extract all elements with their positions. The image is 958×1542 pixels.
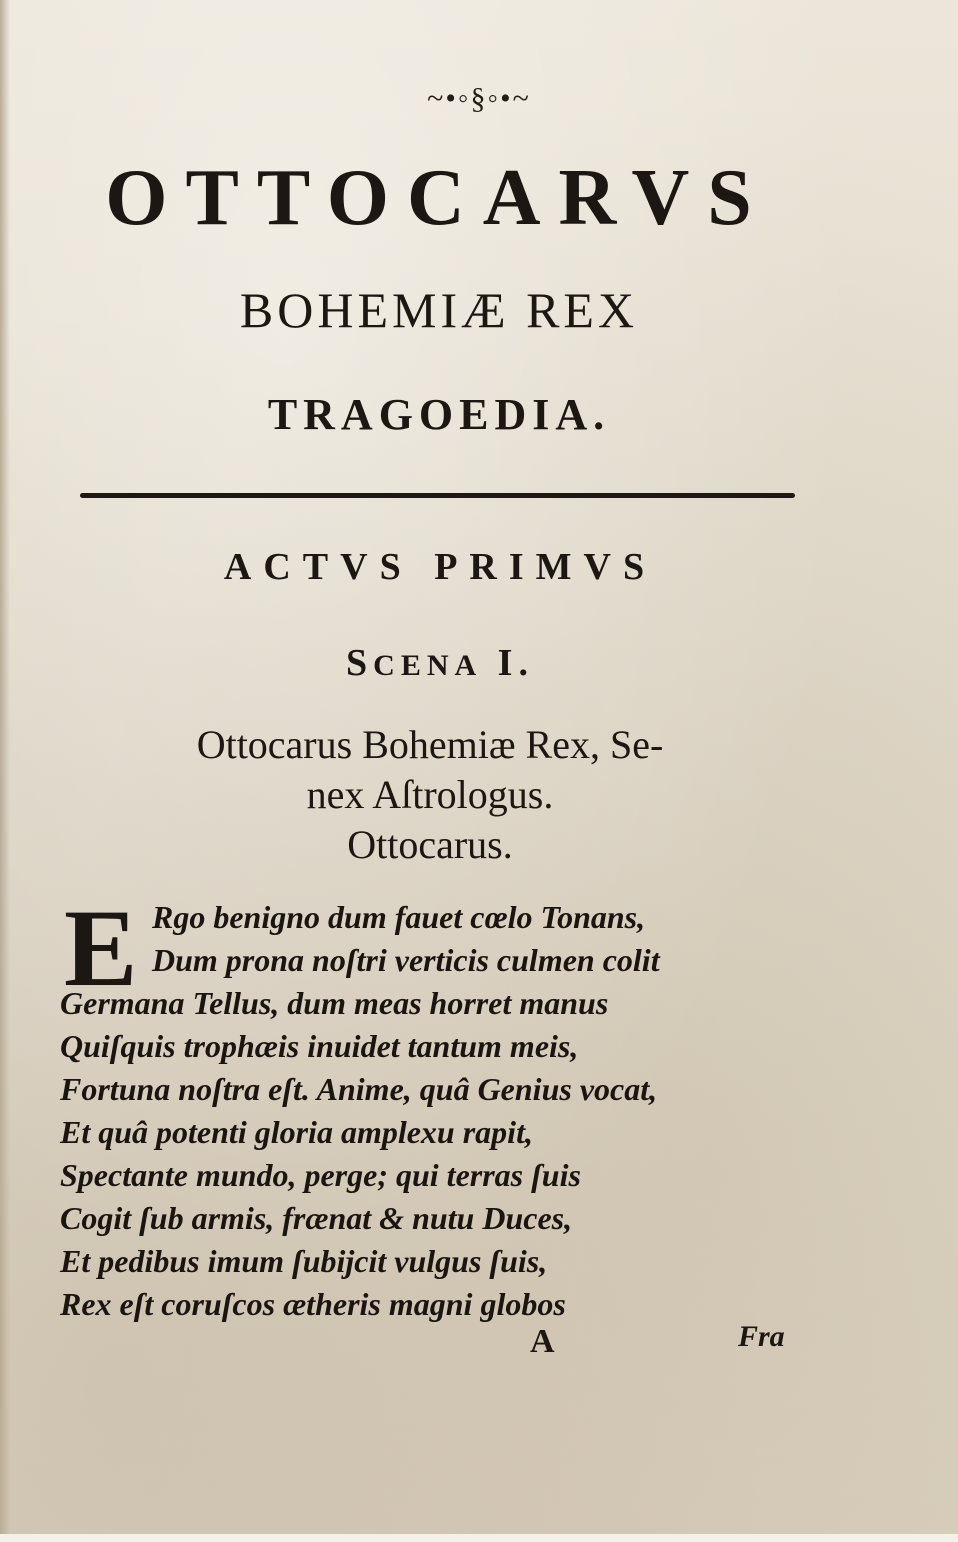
title: OTTOCARVS: [105, 154, 770, 242]
verse-line: Et pedibus imum ſubijcit vulgus ſuis,: [60, 1243, 548, 1279]
cast-line: Ottocarus Bohemiæ Rex, Se-: [196, 722, 664, 767]
cast-list: [150, 720, 710, 870]
catchword: Fra: [738, 1320, 785, 1353]
head-ornament: ~•◦§◦•~: [427, 82, 531, 115]
drop-cap: E: [64, 887, 138, 1009]
verse-line: Cogit ſub armis, frænat & nutu Duces,: [60, 1200, 573, 1236]
verse-line: Et quâ potenti gloria amplexu rapit,: [60, 1114, 533, 1150]
page-bottom-edge: [0, 1534, 958, 1542]
scene-number: I.: [482, 642, 534, 684]
cast-line: Ottocarus.: [347, 822, 513, 867]
genre-heading: TRAGOEDIA.: [267, 390, 611, 439]
verse-line: Rgo benigno dum fauet cœlo Tonans,: [152, 899, 646, 935]
subtitle: BOHEMIÆ REX: [239, 282, 639, 338]
signature-mark: A: [530, 1323, 555, 1360]
verse-block: [60, 896, 780, 1326]
scene-word: CENA: [373, 649, 483, 682]
scene-initial: S: [346, 642, 374, 684]
verse-line: Fortuna noſtra eſt. Anime, quâ Genius vocat,: [60, 1071, 658, 1107]
verse-line: Dum prona noſtri verticis culmen colit: [152, 942, 660, 978]
horizontal-rule: [80, 493, 795, 498]
cast-line: nex Aſtrologus.: [306, 772, 554, 817]
scene-heading: [0, 644, 880, 682]
verse-line: Rex eſt coruſcos ætheris magni globos: [60, 1286, 566, 1322]
verse-line: Germana Tellus, dum meas horret manus: [60, 985, 609, 1021]
act-heading: ACTVS PRIMVS: [223, 546, 657, 588]
verse-line: Quiſquis trophæis inuidet tantum meis,: [60, 1028, 579, 1064]
verse-line: Spectante mundo, perge; qui terras ſuis: [60, 1157, 581, 1193]
